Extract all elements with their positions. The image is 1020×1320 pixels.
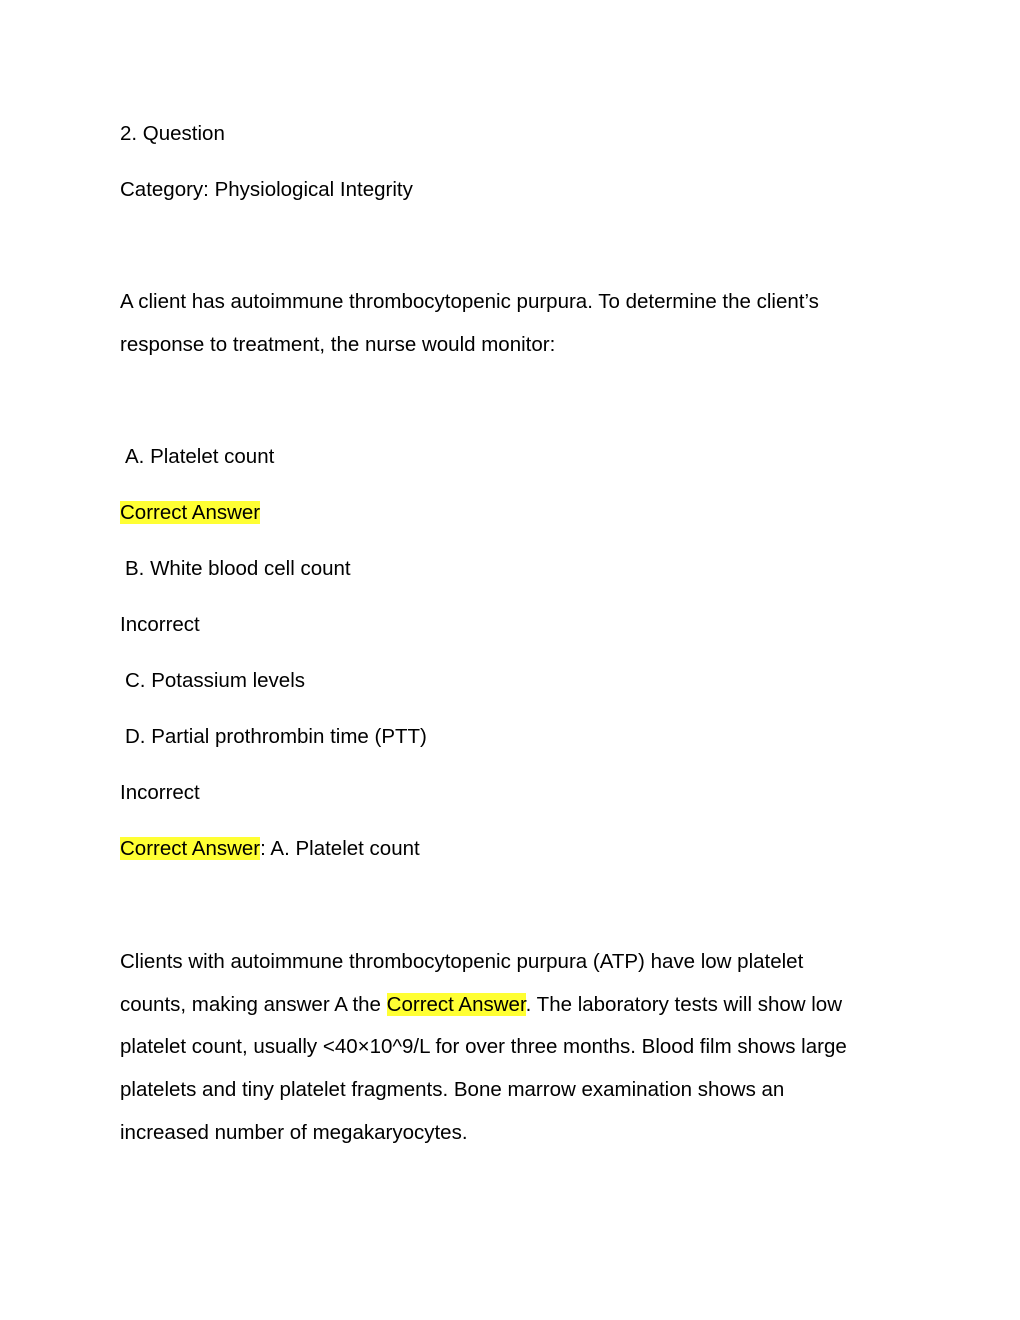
question-stem-line-1: A client has autoimmune thrombocytopenic purpura. To determine the client’s [120,290,819,313]
rationale-paragraph [120,941,900,1155]
highlighted-correct-answer: Correct Answer [120,837,261,860]
option-c: C. Potassium levels [125,669,306,692]
answer-summary [120,835,420,863]
correct-answer-tag [120,499,260,527]
rationale-line-3: platelet count, usually <40×10^9/L for over three months. Blood film shows large [120,1035,847,1059]
question-category: Category: Physiological Integrity [120,178,413,201]
rationale-line-4: platelets and tiny platelet fragments. Bone marrow examination shows an [120,1078,785,1102]
incorrect-tag-1: Incorrect [120,613,200,636]
option-a: A. Platelet count [125,445,275,468]
question-number: 2. Question [120,122,225,145]
option-b: B. White blood cell count [125,557,351,580]
incorrect-tag-2: Incorrect [120,781,200,804]
option-d: D. Partial prothrombin time (PTT) [125,725,427,748]
rationale-line-2-start: counts, making answer A the [120,992,387,1016]
rationale-line-5: increased number of megakaryocytes. [120,1120,468,1144]
answer-summary-text: : A. Platelet count [260,837,420,860]
rationale-line-2 [120,984,900,1027]
question-stem-line-2: response to treatment, the nurse would monitor: [120,333,556,356]
rationale-line-2-end: . The laboratory tests will show low [525,992,843,1016]
highlighted-correct-answer: Correct Answer [120,501,261,524]
highlighted-correct-answer: Correct Answer [386,992,526,1016]
rationale-line-1: Clients with autoimmune thrombocytopenic purpura (ATP) have low platelet [120,950,804,973]
